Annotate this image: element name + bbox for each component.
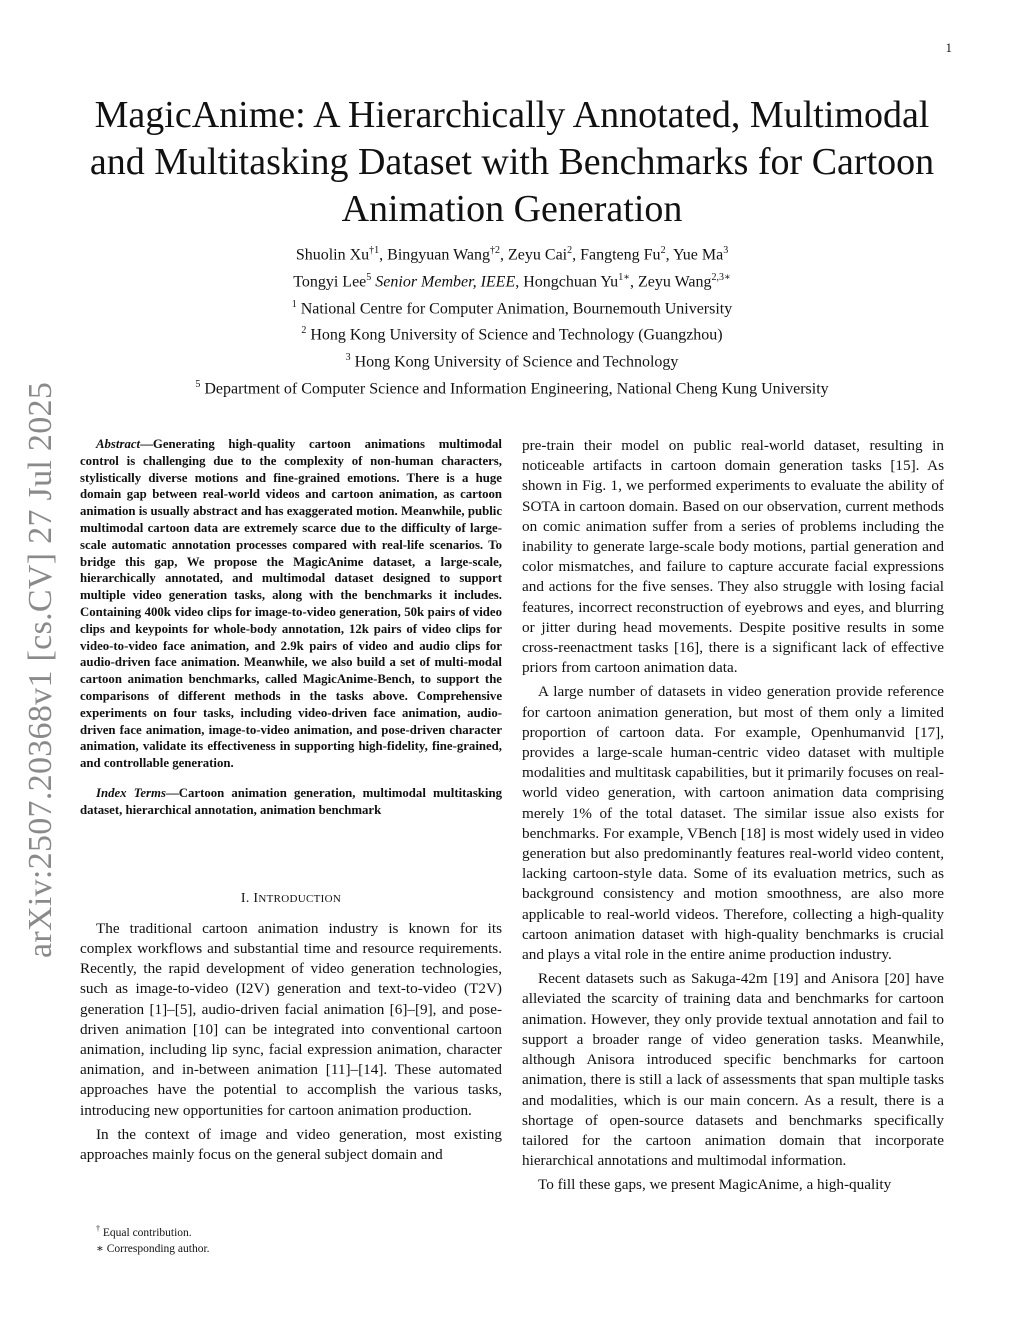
affiliation xyxy=(80,374,944,401)
author-name: , Bingyuan Wang xyxy=(379,246,491,264)
author-sup: 2 xyxy=(567,245,573,256)
footnotes xyxy=(80,1221,510,1257)
affiliation xyxy=(80,294,944,321)
footnote xyxy=(80,1241,510,1257)
abstract-text: —Generating high-quality cartoon animations multimodal control is challenging due to the complexity of non-human characters, stylistically diverse motions and fine-grained emotions. There is a huge domain gap between real-world videos and cartoon animation, as cartoon animation is usually abstract and has exaggerated motion. Meanwhile, public multimodal cartoon data are extremely scarce due to the difficulty of large-scale automatic annotation processes compared with real-life scenarios. To bridge this gap, We propose the MagicAnime dataset, a large-scale, hierarchically annotated, and multimodal dataset designed to support multiple video generation tasks, along with the benchmarks it includes. Containing 400k video clips for image-to-video generation, 50k pairs of video clips and keypoints for whole-body annotation, 12k pairs of video clips for video-to-video face animation, and 2.9k pairs of video and audio clips for audio-driven face animation. Meanwhile, we also build a set of multi-modal cartoon animation benchmarks, called MagicAnime-Bench, to support the comparisons of different methods in the tasks above. Comprehensive experiments on four tasks, including video-driven face animation, audio-driven face animation, image-to-video animation, and pose-driven character animation, validate its effectiveness in supporting high-fidelity, fine-grained, and controllable generation. xyxy=(80,437,502,771)
body-paragraph: A large number of datasets in video generation provide reference for cartoon animation generation, but most of them only a limited proportion of cartoon data. For example, Openhumanvid [17], provides a large-scale human-centric video dataset with multiple modalities and multitask capabilities, but it primarily focuses on real-world video generation, with cartoon animation data comprising merely 1% of the total dataset. The similar issue also exists for benchmarks. For example, VBench [18] is most widely used in video generation but also predominantly features real-world video content, lacking cartoon-style data. Some of its evaluation metrics, such as background consistency and motion smoothness, are also more applicable to real-world videos. Therefore, collecting a high-quality cartoon animation dataset with high-quality benchmarks is crucial and plays a vital role in the entire anime production industry. xyxy=(522,683,944,964)
arxiv-stamp: arXiv:2507.20368v1 [cs.CV] 27 Jul 2025 xyxy=(22,381,59,958)
author-name: , Zeyu Wang xyxy=(629,273,712,291)
author-line-2 xyxy=(80,267,944,294)
footnote-text: Corresponding author. xyxy=(103,1242,210,1255)
author-sup: 3 xyxy=(723,245,729,256)
abstract xyxy=(80,436,502,772)
footnote xyxy=(80,1221,510,1241)
affiliation-sup: 1 xyxy=(291,298,297,310)
affiliation-text: Department of Computer Science and Information Engineering, National Cheng Kung University xyxy=(200,380,829,398)
section-title-initial: I xyxy=(253,890,259,906)
author-name: , Hongchuan Yu xyxy=(515,273,619,291)
author-sup: 2 xyxy=(660,245,666,256)
author-sup: 2,3∗ xyxy=(711,271,731,283)
page-number: 1 xyxy=(945,40,952,55)
affiliation-text: Hong Kong University of Science and Technology (Guangzhou) xyxy=(306,326,723,344)
index-terms-text: —Cartoon animation generation, multimodal multitasking dataset, hierarchical annotation, animation benchmark xyxy=(80,785,502,817)
affiliation-text: National Centre for Computer Animation, Bournemouth University xyxy=(296,299,733,317)
author-name: , Yue Ma xyxy=(665,246,724,264)
affiliation-sup: 5 xyxy=(195,379,201,391)
abstract-label: Abstract xyxy=(96,437,141,451)
author-line-1 xyxy=(80,240,944,267)
section-title-rest: NTRODUCTION xyxy=(258,892,342,905)
author-sup: †1 xyxy=(369,245,380,256)
section-number: I. xyxy=(240,890,254,906)
paper-title: MagicAnime: A Hierarchically Annotated, Multimodal and Multitasking Dataset with Benchmarks for Cartoon Animation Generation xyxy=(89,94,935,230)
affiliation-sup: 3 xyxy=(345,352,351,364)
body-paragraph: The traditional cartoon animation industry is known for its complex workflows and substantial time and resource requirements. Recently, the rapid development of video generation technologies, such as image-to-video (I2V) generation and text-to-video (T2V) generation [1]–[5], audio-driven facial animation [6]–[9], and pose-driven animation [10] can be integrated into conventional cartoon animation, including lip sync, facial expression animation, character animation, and in-between animation [11]–[14]. These automated approaches have the potential to accomplish the various tasks, introducing new opportunities for cartoon animation production. xyxy=(80,919,502,1119)
author-sup: 1∗ xyxy=(618,271,630,283)
footnote-mark: † xyxy=(96,1224,100,1233)
author-sup: 5 xyxy=(366,271,372,283)
index-terms-label: Index Terms xyxy=(96,785,166,800)
left-column xyxy=(80,436,502,1165)
right-column xyxy=(522,436,944,1196)
section-heading xyxy=(80,889,502,909)
author-name: , Fangteng Fu xyxy=(572,246,661,264)
index-terms xyxy=(80,785,502,819)
author-block xyxy=(80,240,944,401)
author-name: Shuolin Xu xyxy=(295,246,370,264)
affiliation xyxy=(80,347,944,374)
affiliation-text: Hong Kong University of Science and Technology xyxy=(350,353,679,371)
author-role: Senior Member, IEEE xyxy=(371,273,516,291)
body-paragraph: To fill these gaps, we present MagicAnime, a high-quality xyxy=(538,1176,892,1194)
author-name: Tongyi Lee xyxy=(293,273,367,291)
author-sup: †2 xyxy=(490,245,501,256)
affiliation xyxy=(80,320,944,347)
author-name: , Zeyu Cai xyxy=(500,246,568,264)
body-paragraph: In the context of image and video generation, most existing approaches mainly focus on the general subject domain and xyxy=(80,1125,502,1163)
footnote-text: Equal contribution. xyxy=(100,1226,192,1239)
footnote-mark: ∗ xyxy=(96,1242,104,1255)
affiliation-sup: 2 xyxy=(301,325,307,337)
body-paragraph: pre-train their model on public real-world dataset, resulting in noticeable artifacts in cartoon domain generation tasks [15]. As shown in Fig. 1, we performed experiments to evaluate the ability of SOTA in cartoon domain. Based on our observation, current methods on comic animation suffer from a series of problems including the inability to generate large-scale body motions, partial generation and color mismatches, and failure to capture accurate facial expressions and actions for the five senses. They also struggle with losing facial features, incorrect reconstruction of eyebrows and eyes, and blurring or jitter during head movements. Despite positive results in some cross-reenactment tasks [16], there is a significant lack of effective priors from cartoon animation data. xyxy=(522,437,944,677)
body-paragraph: Recent datasets such as Sakuga-42m [19] and Anisora [20] have alleviated the scarcity of training data and benchmarks for cartoon animation. However, they only provide textual annotation and fail to support a broader range of video generation tasks. Meanwhile, although Anisora introduced specific benchmarks for cartoon animation, there is still a lack of assessments that span multiple tasks and modalities, which is our main concern. As a result, there is a shortage of open-source datasets and benchmarks specifically tailored for the cartoon animation domain that incorporate hierarchical annotations and multimodal information. xyxy=(522,970,944,1170)
